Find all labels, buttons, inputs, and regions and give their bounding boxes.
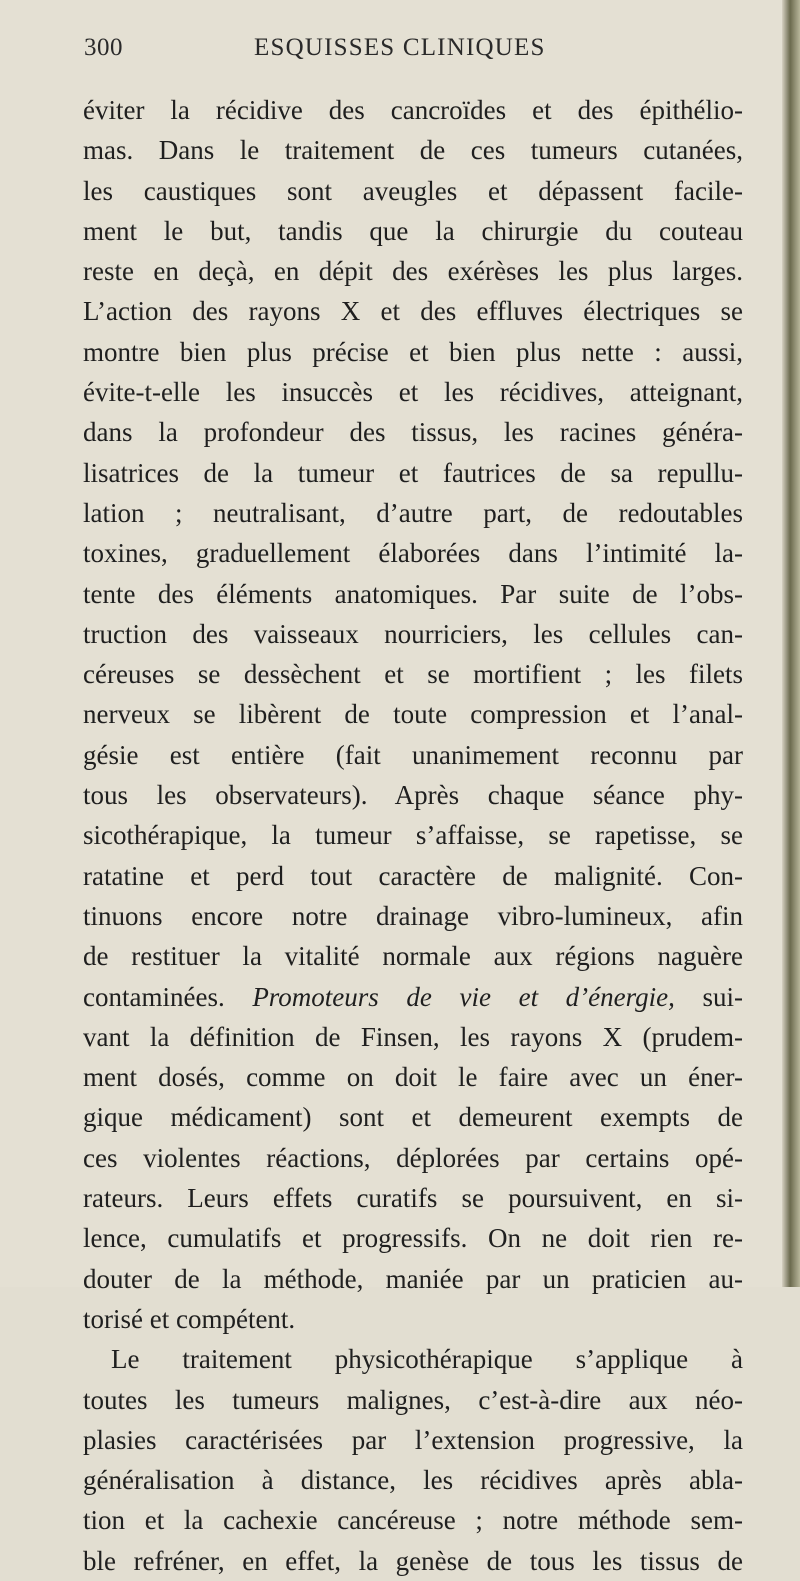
text-line: gique médicament) sont et demeurent exempts de (83, 1102, 743, 1133)
text-line: douter de la méthode, maniée par un praticien au- (83, 1263, 743, 1294)
text-line: reste en deçà, en dépit des exérèses les plus larges. (83, 256, 743, 287)
page-title: ESQUISSES CLINIQUES (254, 34, 546, 61)
text-line: toutes les tumeurs malignes, c’est-à-dire aux néo- (83, 1384, 743, 1415)
page-number: 300 (84, 34, 123, 61)
text-line: tous les observateurs). Après chaque séance phy- (83, 780, 743, 811)
text-line: lation ; neutralisant, d’autre part, de redoutables (83, 497, 743, 528)
text-line: gésie est entière (fait unanimement reconnu par (83, 739, 743, 770)
text-line: tion et la cachexie cancéreuse ; notre méthode sem- (83, 1505, 743, 1536)
text-line: ble refréner, en effet, la genèse de tous les tissus de (83, 1545, 743, 1576)
text-line: vant la définition de Finsen, les rayons X (prudem- (83, 1021, 743, 1052)
text-line-with-italic (83, 977, 743, 1017)
text-line: nerveux se libèrent de toute compression et l’anal- (83, 699, 743, 730)
text-line: L’action des rayons X et des effluves électriques se (83, 296, 743, 327)
text-line: montre bien plus précise et bien plus nette : aussi, (83, 336, 743, 367)
text-line: tente des éléments anatomiques. Par suite de l’obs- (83, 578, 743, 609)
text-line: de restituer la vitalité normale aux régions naguère (83, 941, 743, 972)
line-segment: contaminées. (83, 981, 253, 1012)
text-line: sicothérapique, la tumeur s’affaisse, se rapetisse, se (83, 820, 743, 851)
line-segment: sui- (674, 981, 743, 1012)
text-line: lisatrices de la tumeur et fautrices de sa repullu- (83, 457, 743, 488)
text-line: généralisation à distance, les récidives après abla- (83, 1465, 743, 1496)
text-line: tinuons encore notre drainage vibro-lumineux, afin (83, 900, 743, 931)
italic-quote: Promoteurs de vie et d’énergie, (252, 981, 675, 1012)
page-edge-shadow (782, 0, 800, 1287)
body-text (83, 90, 743, 1581)
text-line: céreuses se dessèchent et se mortifient ; les filets (83, 659, 743, 690)
running-head (84, 34, 724, 64)
text-line: dans la profondeur des tissus, les racines généra- (83, 417, 743, 448)
text-line: truction des vaisseaux nourriciers, les cellules can- (83, 618, 743, 649)
text-line: évite-t-elle les insuccès et les récidives, atteignant, (83, 377, 743, 408)
text-line: lence, cumulatifs et progressifs. On ne doit rien re- (83, 1223, 743, 1254)
paragraph-first-line: Le traitement physicothérapique s’applique à (111, 1344, 743, 1375)
text-line: les caustiques sont aveugles et dépassent facile- (83, 175, 743, 206)
text-line: torisé et compétent. (83, 1303, 296, 1334)
text-line: ment le but, tandis que la chirurgie du couteau (83, 215, 743, 246)
text-line: ment dosés, comme on doit le faire avec un éner- (83, 1062, 743, 1093)
text-line: mas. Dans le traitement de ces tumeurs cutanées, (83, 135, 743, 166)
text-line: éviter la récidive des cancroïdes et des épithélio- (83, 95, 743, 125)
text-line: plasies caractérisées par l’extension progressive, la (83, 1424, 743, 1455)
text-line: ces violentes réactions, déplorées par certains opé- (83, 1142, 743, 1173)
text-line: toxines, graduellement élaborées dans l’intimité la- (83, 538, 743, 569)
text-line: rateurs. Leurs effets curatifs se poursuivent, en si- (83, 1183, 743, 1214)
text-line: ratatine et perd tout caractère de malignité. Con- (83, 860, 743, 891)
